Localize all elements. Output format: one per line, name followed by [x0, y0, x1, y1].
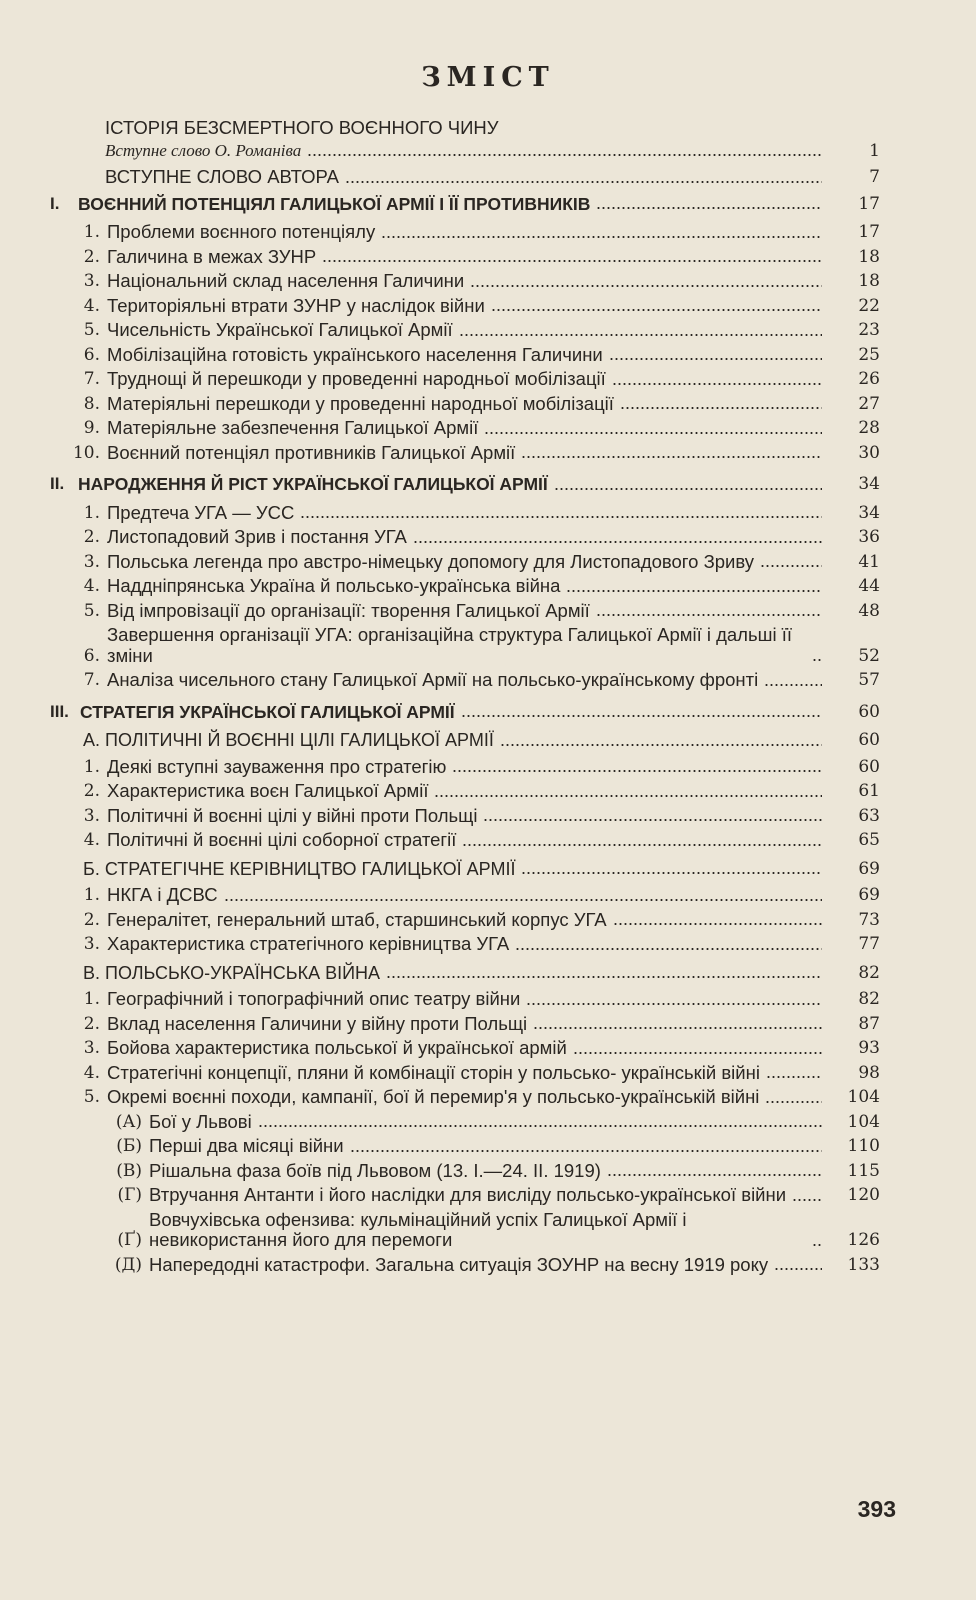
- toc-section-heading: [50, 730, 880, 751]
- toc-entry-number: 3.: [83, 934, 100, 954]
- toc-entry-number: 5.: [83, 1087, 100, 1107]
- toc-section-heading: [50, 859, 880, 880]
- leader-dots: [554, 488, 822, 490]
- toc-entry: [50, 1255, 880, 1276]
- toc-entry-text: Завершення організації УГА: організаційна структура Галицької Армії і дальші її зміни: [107, 624, 792, 666]
- toc-entry-text: Наддніпрянська Україна й польсько-українська війна: [107, 575, 561, 596]
- toc-page-number: 93: [858, 1038, 880, 1058]
- toc-entry-text: Польська легенда про австро-німецьку допомогу для Листопадового Зриву: [107, 550, 755, 572]
- toc-page-number: 27: [858, 393, 880, 414]
- leader-dots: [386, 976, 822, 978]
- toc-entry: [50, 552, 880, 573]
- toc-page-number: 57: [858, 670, 880, 690]
- leader-dots: [613, 923, 822, 925]
- toc-entry-text: Труднощі й перешкоди у проведенні народньої мобілізації: [107, 368, 606, 389]
- leader-dots: [258, 1125, 822, 1127]
- leader-dots: [774, 1268, 822, 1270]
- toc-entry-text: Географічний і топографічний опис театру війни: [107, 988, 521, 1009]
- toc-page-number: 17: [858, 193, 880, 214]
- leader-dots: [413, 541, 822, 543]
- toc-entry-number: 4.: [83, 830, 100, 850]
- toc-page-number: 1: [869, 140, 880, 161]
- toc-page-number: 104: [847, 1111, 880, 1132]
- toc-entry: [50, 369, 880, 390]
- leader-dots: [322, 260, 822, 262]
- toc-page-number: 34: [858, 474, 880, 494]
- toc-entry-text: ВСТУПНЕ СЛОВО АВТОРА: [105, 166, 339, 187]
- toc-entry-text: СТРАТЕГІЯ УКРАЇНСЬКОЇ ГАЛИЦЬКОЇ АРМІЇ: [80, 701, 455, 722]
- leader-dots: [462, 844, 822, 846]
- toc-entry-text: Перші два місяці війни: [149, 1135, 344, 1156]
- toc-entry-text: Матеріяльне забезпечення Галицької Армії: [107, 417, 479, 438]
- leader-dots: [764, 684, 822, 686]
- toc-entry-text: Стратегічні концепції, пляни й комбінації сторін у польсько- українській війні: [107, 1061, 760, 1083]
- toc-entry: [50, 1038, 880, 1059]
- leader-dots: [470, 285, 822, 287]
- toc-page-number: 63: [858, 805, 880, 826]
- toc-page-number: 7: [869, 167, 880, 187]
- leader-dots: [491, 309, 822, 311]
- toc-entry-text: Бойова характеристика польської й української армій: [107, 1037, 567, 1058]
- toc-entry: [50, 418, 880, 439]
- toc-entry-number: 9.: [83, 418, 100, 438]
- toc-page-number: 73: [858, 909, 880, 930]
- toc-entry-number: 3.: [83, 805, 100, 826]
- leader-dots: [484, 432, 822, 434]
- toc-entry-text: Характеристика стратегічного керівництва УГА: [107, 933, 510, 954]
- toc-entry-text: Б. СТРАТЕГІЧНЕ КЕРІВНИЦТВО ГАЛИЦЬКОЇ АРМІЇ: [83, 858, 516, 879]
- toc-entry: [50, 296, 880, 317]
- toc-page-number: 60: [858, 701, 880, 722]
- leader-dots: [452, 770, 822, 772]
- toc-entry-number: 3.: [83, 1038, 100, 1058]
- toc-entry-text: Політичні й воєнні цілі соборної стратегії: [107, 829, 457, 850]
- leader-dots: [459, 334, 822, 336]
- toc-entry-text: Аналіза чисельного стану Галицької Армії на польсько-українському фронті: [107, 669, 759, 690]
- toc-entry-text: Вклад населення Галичини у війну проти Польщі: [107, 1012, 528, 1034]
- table-of-contents: [50, 118, 880, 1279]
- leader-dots: [765, 1101, 822, 1103]
- toc-entry-text: Чисельність Української Галицької Армії: [107, 319, 453, 340]
- toc-entry-text: Територіяльні втрати ЗУНР у наслідок війни: [107, 294, 485, 316]
- toc-entry: [50, 141, 880, 162]
- leader-dots: [607, 1174, 822, 1176]
- toc-entry: [50, 320, 880, 341]
- toc-entry: [50, 118, 880, 139]
- toc-entry: [50, 830, 880, 851]
- toc-entry: [50, 1136, 880, 1157]
- toc-entry-text: ВОЄННИЙ ПОТЕНЦІЯЛ ГАЛИЦЬКОЇ АРМІЇ І ЇЇ ПРОТИВНИКІВ: [78, 193, 591, 214]
- toc-entry: [50, 781, 880, 802]
- toc-page-number: 25: [858, 344, 880, 365]
- toc-entry: [50, 934, 880, 955]
- toc-entry-number: 4.: [83, 295, 100, 316]
- leader-dots: [612, 383, 822, 385]
- toc-entry: [50, 910, 880, 931]
- toc-page-number: 34: [858, 502, 880, 523]
- leader-dots: [620, 407, 822, 409]
- toc-entry: [50, 1014, 880, 1035]
- toc-entry: [50, 527, 880, 548]
- leader-dots: [307, 154, 822, 156]
- toc-page-number: 60: [858, 730, 880, 750]
- toc-entry-number: 2.: [83, 527, 100, 547]
- toc-entry-text: Політичні й воєнні цілі у війні проти Польщі: [107, 804, 478, 826]
- leader-dots: [526, 1003, 822, 1005]
- toc-page-number: 28: [858, 418, 880, 438]
- toc-entry: [50, 806, 880, 827]
- toc-page-number: 41: [858, 551, 880, 572]
- toc-part-heading: II. НАРОДЖЕННЯ Й РІСТ УКРАЇНСЬКОЇ ГАЛИЦЬКОЇ АРМІЇ 34: [50, 474, 880, 494]
- toc-entry-number: 3.: [83, 271, 100, 291]
- toc-entry: [50, 1161, 880, 1182]
- toc-entry-text: НКГА і ДСВС: [107, 884, 218, 905]
- toc-entry: [50, 167, 880, 188]
- toc-entry-number: (Б): [116, 1136, 142, 1156]
- toc-entry-text: Характеристика воєн Галицької Армії: [107, 780, 429, 801]
- toc-page-number: 44: [858, 576, 880, 596]
- leader-dots: [521, 456, 822, 458]
- toc-entry: [50, 222, 880, 243]
- toc-entry-number: 1.: [83, 885, 100, 905]
- toc-entry-number: 2.: [83, 781, 100, 801]
- toc-entry-number: 7.: [83, 369, 100, 389]
- toc-page-number: 82: [858, 989, 880, 1009]
- toc-page-number: 17: [858, 222, 880, 242]
- toc-part-heading: I. ВОЄННИЙ ПОТЕНЦІЯЛ ГАЛИЦЬКОЇ АРМІЇ І ЇЇ ПРОТИВНИКІВ 17: [50, 193, 880, 214]
- toc-page-number: 65: [858, 830, 880, 850]
- toc-page-number: 98: [858, 1062, 880, 1083]
- toc-entry-number: 2.: [83, 909, 100, 930]
- section-v-list: [50, 989, 880, 1108]
- leader-dots: [521, 872, 822, 874]
- leader-dots: [500, 744, 822, 746]
- toc-entry: [50, 625, 880, 666]
- toc-page-number: 115: [847, 1160, 880, 1181]
- toc-page-number: 26: [858, 369, 880, 389]
- toc-entry-number: 6.: [83, 645, 100, 666]
- toc-page-number: 61: [858, 781, 880, 801]
- toc-entry-number: 10.: [72, 442, 100, 463]
- toc-entry-text: Галичина в межах ЗУНР: [107, 245, 317, 267]
- toc-entry-text: ІСТОРІЯ БЕЗСМЕРТНОГО ВОЄННОГО ЧИНУ: [105, 117, 499, 138]
- part2-list: [50, 503, 880, 691]
- toc-entry-number: 1.: [83, 222, 100, 242]
- toc-entry: [50, 757, 880, 778]
- leader-dots: [224, 899, 822, 901]
- toc-entry-number: (В): [116, 1160, 142, 1181]
- toc-entry-text: Втручання Антанти і його наслідки для висліду польсько-української війни: [149, 1184, 787, 1205]
- leader-dots: [812, 659, 822, 661]
- leader-dots: [792, 1199, 822, 1201]
- toc-page-number: 30: [858, 442, 880, 463]
- toc-entry-number: 1.: [83, 989, 100, 1009]
- leader-dots: [533, 1027, 822, 1029]
- leader-dots: [609, 358, 822, 360]
- toc-entry-text: Листопадовий Зрив і постання УГА: [107, 526, 407, 547]
- toc-page-number: 133: [847, 1254, 880, 1275]
- leader-dots: [596, 207, 822, 209]
- leader-dots: [766, 1076, 822, 1078]
- toc-page-number: 52: [858, 645, 880, 666]
- toc-entry-number: (А): [115, 1111, 142, 1132]
- leader-dots: [461, 715, 822, 717]
- toc-entry: [50, 670, 880, 691]
- toc-page-number: 23: [858, 320, 880, 340]
- toc-entry-number: (Г): [117, 1185, 142, 1205]
- leader-dots: [596, 614, 822, 616]
- toc-page-number: 22: [858, 295, 880, 316]
- toc-entry: [50, 394, 880, 415]
- toc-section-heading: [50, 963, 880, 984]
- toc-page-number: 18: [858, 271, 880, 291]
- toc-entry: [50, 1063, 880, 1084]
- toc-entry-text: Деякі вступні зауваження про стратегію: [107, 755, 447, 777]
- toc-entry: [50, 989, 880, 1010]
- toc-entry-text: Воєнний потенціял противників Галицької Армії: [107, 441, 516, 463]
- leader-dots: [573, 1052, 822, 1054]
- section-b-list: [50, 885, 880, 955]
- toc-page-number: 48: [858, 600, 880, 621]
- leader-dots: [300, 516, 822, 518]
- leader-dots: [350, 1150, 822, 1152]
- toc-part-heading: III. СТРАТЕГІЯ УКРАЇНСЬКОЇ ГАЛИЦЬКОЇ АРМІЇ 60: [50, 701, 880, 722]
- page-number: 393: [857, 1496, 896, 1522]
- toc-page-number: 69: [858, 885, 880, 905]
- toc-entry-text: Вовчухівська офензива: кульмінаційний успіх Галицької Армії і невикористання його для перемоги: [149, 1208, 687, 1250]
- leader-dots: [483, 819, 822, 821]
- toc-entry-text: Напередодні катастрофи. Загальна ситуація ЗОУНР на весну 1919 року: [149, 1253, 769, 1275]
- toc-entry-number: 5.: [83, 320, 100, 340]
- toc-entry-number: 1.: [83, 756, 100, 777]
- toc-entry-text: Рішальна фаза боїв під Львовом (13. I.—24. II. 1919): [149, 1159, 601, 1181]
- toc-entry: [50, 601, 880, 622]
- toc-entry-number: 7.: [83, 670, 100, 690]
- toc-entry: [50, 345, 880, 366]
- toc-entry-text: Проблеми воєнного потенціялу: [107, 221, 376, 242]
- toc-entry: [50, 1087, 880, 1108]
- toc-page-number: 82: [858, 962, 880, 983]
- toc-page-number: 87: [858, 1013, 880, 1034]
- section-v-sublist: [50, 1112, 880, 1276]
- toc-page-number: 110: [847, 1136, 880, 1156]
- part1-list: [50, 222, 880, 463]
- toc-entry-number: 1.: [83, 502, 100, 523]
- toc-page-number: 126: [847, 1230, 880, 1250]
- toc-page-number: 77: [858, 934, 880, 954]
- toc-entry: [50, 443, 880, 464]
- leader-dots: [345, 181, 822, 183]
- toc-entry-number: 3.: [83, 551, 100, 572]
- toc-entry: [50, 1185, 880, 1206]
- toc-entry-number: 4.: [83, 576, 100, 596]
- leader-dots: [434, 795, 822, 797]
- toc-entry-number: 5.: [83, 600, 100, 621]
- section-a-list: [50, 757, 880, 851]
- toc-entry: [50, 576, 880, 597]
- page-title: ЗМІСТ: [421, 62, 555, 93]
- toc-entry-text: Від імпровізації до організації: творення Галицької Армії: [107, 599, 590, 621]
- toc-page-number: 18: [858, 246, 880, 267]
- toc-entry: [50, 503, 880, 524]
- toc-page-number: 104: [847, 1087, 880, 1107]
- toc-entry-text: Матеріяльні перешкоди у проведенні народньої мобілізації: [107, 392, 614, 414]
- toc-entry-number: 2.: [83, 1013, 100, 1034]
- toc-entry-number: (Ґ): [117, 1230, 142, 1250]
- toc-entry: [50, 1112, 880, 1133]
- leader-dots: [566, 590, 822, 592]
- toc-entry-number: 2.: [83, 246, 100, 267]
- toc-page-number: 120: [847, 1185, 880, 1205]
- toc-entry-text: В. ПОЛЬСЬКО-УКРАЇНСЬКА ВІЙНА: [83, 962, 381, 983]
- toc-entry-number: 6.: [83, 344, 100, 365]
- toc-entry-text: Вступне слово О. Романіва: [105, 140, 302, 160]
- leader-dots: [381, 236, 822, 238]
- leader-dots: [760, 565, 822, 567]
- toc-entry-text: Генералітет, генеральний штаб, старшинський корпус УГА: [107, 908, 607, 930]
- toc-entry: [50, 271, 880, 292]
- toc-entry-text: Предтеча УГА — УСС: [107, 501, 295, 523]
- toc-page-number: 60: [858, 756, 880, 777]
- toc-entry-text: Бої у Львові: [149, 1110, 252, 1132]
- toc-entry-text: НАРОДЖЕННЯ Й РІСТ УКРАЇНСЬКОЇ ГАЛИЦЬКОЇ АРМІЇ: [78, 474, 548, 494]
- toc-entry: [50, 885, 880, 906]
- toc-page-number: 36: [858, 527, 880, 547]
- toc-page-number: 69: [858, 858, 880, 879]
- toc-entry-text: Окремі воєнні походи, кампанії, бої й перемир'я у польсько-українській війні: [107, 1086, 760, 1107]
- leader-dots: [515, 948, 822, 950]
- toc-entry: [50, 1210, 880, 1251]
- toc-entry: [50, 247, 880, 268]
- leader-dots: [812, 1244, 822, 1246]
- toc-entry-text: Мобілізаційна готовість українського населення Галичини: [107, 343, 603, 365]
- toc-entry-text: А. ПОЛІТИЧНІ Й ВОЄННІ ЦІЛІ ГАЛИЦЬКОЇ АРМІЇ: [83, 730, 494, 750]
- toc-entry-number: 8.: [83, 393, 100, 414]
- toc-entry-number: (Д): [114, 1254, 142, 1275]
- toc-entry-text: Національний склад населення Галичини: [107, 270, 465, 291]
- toc-entry-number: 4.: [83, 1062, 100, 1083]
